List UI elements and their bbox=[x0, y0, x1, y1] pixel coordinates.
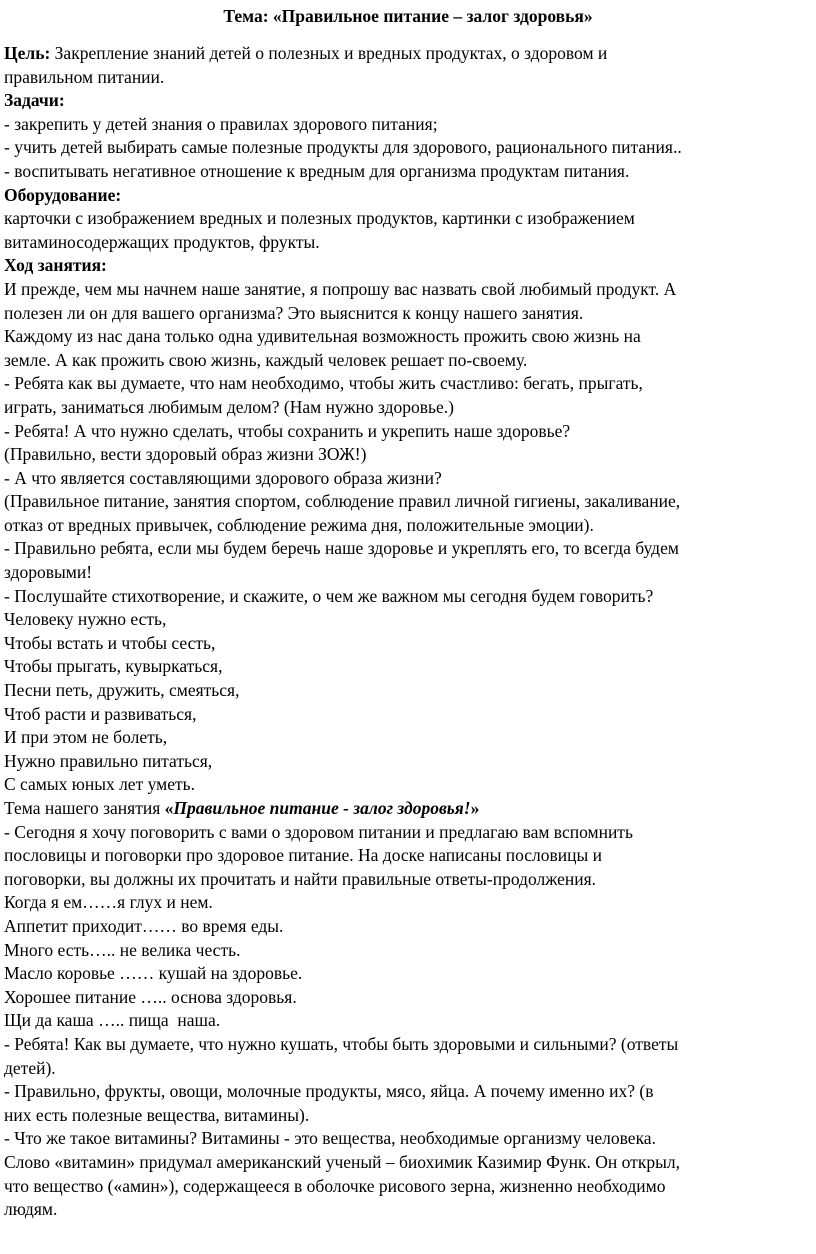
poem-line: И при этом не болеть, bbox=[4, 727, 168, 748]
lesson-line: Слово «витамин» придумал американский ученый – биохимик Казимир Функ. Он открыл, bbox=[4, 1151, 680, 1172]
tasks-heading: Задачи: bbox=[4, 90, 65, 111]
lesson-line: полезен ли он для вашего организма? Это выяснится к концу нашего занятия. bbox=[4, 302, 584, 323]
lesson-line: играть, заниматься любимым делом? (Нам нужно здоровье.) bbox=[4, 396, 454, 417]
lesson-line: (Правильное питание, занятия спортом, соблюдение правил личной гигиены, закаливание, bbox=[4, 491, 681, 512]
document-body bbox=[4, 42, 812, 1222]
lesson-line: (Правильно, вести здоровый образ жизни ЗОЖ!) bbox=[4, 444, 367, 465]
lesson-line: - Ребята! Как вы думаете, что нужно кушать, чтобы быть здоровыми и сильными? (ответы bbox=[4, 1033, 679, 1054]
proverb-line: Когда я ем……я глух и нем. bbox=[4, 892, 213, 913]
lesson-heading: Ход занятия: bbox=[4, 255, 107, 276]
lesson-line: людям. bbox=[4, 1199, 58, 1220]
lesson-line: поговорки, вы должны их прочитать и найти правильные ответы-продолжения. bbox=[4, 868, 597, 889]
topic-name: Правильное питание - залог здоровья! bbox=[173, 798, 471, 818]
document-title: Тема: «Правильное питание – залог здоровья» bbox=[223, 6, 593, 26]
equipment-line: витаминосодержащих продуктов, фрукты. bbox=[4, 231, 320, 252]
topic-prefix: Тема нашего занятия bbox=[4, 798, 165, 818]
proverb-line: Масло коровье …… кушай на здоровье. bbox=[4, 963, 303, 984]
task-item: - воспитывать негативное отношение к вредным для организма продуктам питания. bbox=[4, 160, 630, 181]
lesson-line: - Правильно, фрукты, овощи, молочные продукты, мясо, яйца. А почему именно их? (в bbox=[4, 1081, 654, 1102]
lesson-line: - А что является составляющими здорового образа жизни? bbox=[4, 467, 442, 488]
goal-line-1 bbox=[4, 42, 812, 66]
goal-label: Цель: bbox=[4, 43, 51, 63]
lesson-line: - Что же такое витамины? Витамины - это вещества, необходимые организму человека. bbox=[4, 1128, 656, 1149]
poem-line: Песни петь, дружить, смеяться, bbox=[4, 680, 240, 701]
proverb-line: Аппетит приходит…… во время еды. bbox=[4, 915, 284, 936]
poem-line: Человеку нужно есть, bbox=[4, 609, 167, 630]
lesson-line: что вещество («амин»), содержащееся в оболочке рисового зерна, жизненно необходимо bbox=[4, 1175, 666, 1196]
lesson-line: - Сегодня я хочу поговорить с вами о здоровом питании и предлагаю вам вспомнить bbox=[4, 821, 633, 842]
lesson-line: земле. А как прожить свою жизнь, каждый человек решает по-своему. bbox=[4, 349, 528, 370]
poem-line: Нужно правильно питаться, bbox=[4, 750, 213, 771]
lesson-line: отказ от вредных привычек, соблюдение режима дня, положительные эмоции). bbox=[4, 514, 594, 535]
equipment-heading: Оборудование: bbox=[4, 184, 122, 205]
goal-text-1: Закрепление знаний детей о полезных и вредных продуктах, о здоровом и bbox=[50, 43, 608, 63]
equipment-line: карточки с изображением вредных и полезных продуктов, картинки с изображением bbox=[4, 208, 635, 229]
task-item: - учить детей выбирать самые полезные продукты для здорового, рационального питания.. bbox=[4, 137, 682, 158]
poem-line: Чтобы прыгать, кувыркаться, bbox=[4, 656, 223, 677]
lesson-line: Каждому из нас дана только одна удивительная возможность прожить свою жизнь на bbox=[4, 326, 641, 347]
poem-line: С самых юных лет уметь. bbox=[4, 774, 195, 795]
topic-open-quote: « bbox=[164, 798, 174, 818]
lesson-line: них есть полезные вещества, витамины). bbox=[4, 1104, 310, 1125]
proverb-line: Много есть….. не велика честь. bbox=[4, 939, 241, 960]
poem-line: Чтоб расти и развиваться, bbox=[4, 703, 197, 724]
lesson-line: - Ребята! А что нужно сделать, чтобы сохранить и укрепить наше здоровье? bbox=[4, 420, 571, 441]
topic-close-quote: » bbox=[470, 798, 480, 818]
lesson-line: - Послушайте стихотворение, и скажите, о чем же важном мы сегодня будем говорить? bbox=[4, 585, 654, 606]
proverb-line: Хорошее питание ….. основа здоровья. bbox=[4, 986, 297, 1007]
poem-line: Чтобы встать и чтобы сесть, bbox=[4, 632, 216, 653]
topic-line bbox=[4, 797, 812, 821]
lesson-line: здоровыми! bbox=[4, 562, 93, 583]
lesson-line: - Правильно ребята, если мы будем беречь наше здоровье и укреплять его, то всегда будем bbox=[4, 538, 679, 559]
lesson-line: детей). bbox=[4, 1057, 56, 1078]
lesson-line: И прежде, чем мы начнем наше занятие, я попрошу вас назвать свой любимый продукт. А bbox=[4, 278, 677, 299]
task-item: - закрепить у детей знания о правилах здорового питания; bbox=[4, 113, 438, 134]
goal-line-2: правильном питании. bbox=[4, 66, 165, 87]
proverb-line: Щи да каша ….. пища наша. bbox=[4, 1010, 221, 1031]
lesson-line: - Ребята как вы думаете, что нам необходимо, чтобы жить счастливо: бегать, прыгать, bbox=[4, 373, 643, 394]
lesson-line: пословицы и поговорки про здоровое питание. На доске написаны пословицы и bbox=[4, 845, 603, 866]
